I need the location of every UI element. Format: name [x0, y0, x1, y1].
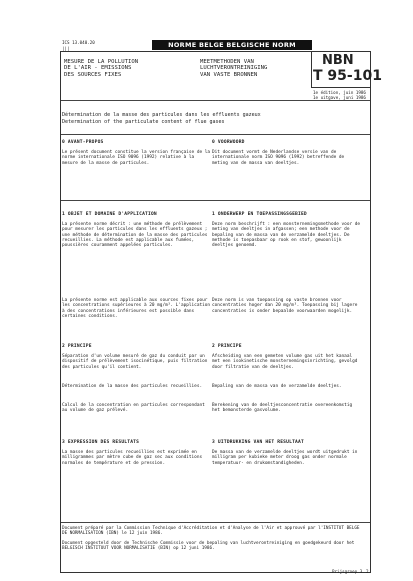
right-s0-body: Dit document vormt de Nederlandse versie van de internationale norm ISO 9096 (1992) betreffende de meting van de massa van deeltjes. [212, 150, 345, 166]
right-s1-body: Deze norm beschrijft : een monsternemingsmethode voor de meting van deeltjes in afgassen; een methode voor de bepaling van de massa van de verzamelde deeltjes. De methode is toepasbaar op rook en stof, gewoonlijk deeltjes genoemd. [212, 222, 361, 249]
page-mark: 2 [366, 569, 369, 574]
left-s2-body2: Détermination de la masse des particules recueillies. [62, 384, 203, 389]
right-s1-extra: Deze norm is van toepassing op vaste bronnen voor concentraties hoger dan 20 mg/m³. Toepassing bij lagere concentraties is onder bepaalde voorwaarden mogelijk. [212, 298, 358, 314]
price-group: Prijsgroep 3 [332, 569, 363, 574]
right-s2-body3: Berekening van de deeltjesconcentratie overeenkomstig het bemonsterde gasvolume. [212, 403, 353, 414]
right-s0-heading: 0 VOORWOORD [212, 140, 245, 145]
left-s1-body: La présente norme décrit : une méthode de prélèvement pour mesurer les particules dans les effluents gazeux ; une méthode de détermination de la masse des particules recueillies. La méthode est applicable aux fumées, poussières couramment appelées particules. [62, 222, 208, 249]
title-fr-line-1: MESURE DE LA POLLUTION [64, 59, 139, 65]
norm-code: T 95-101 [313, 68, 382, 84]
left-s0-body: Le présent document constitue la version française de la norme internationale ISO 9096 (1992) relative à la mesure de la masse de particules. [62, 150, 211, 166]
top-left-code: ICS 13.040.20 [62, 40, 95, 45]
section-divider-2 [61, 200, 370, 201]
footer-note-nl: Document opgesteld door de Technische Commissie voor de bepaling van luchtverontreiniging en goedgekeurd door het BELGISCH INSTITUUT VOOR NORMALISATIE (BIN) op 12 juni 1986. [62, 540, 355, 552]
title-fr [64, 59, 194, 78]
edition-fr: 1e édition, juin 1986 [313, 90, 366, 95]
title-nl [200, 59, 310, 78]
right-s1-heading: 1 ONDERWERP EN TOEPASSINGSGEBIED [212, 212, 307, 217]
left-s2-heading: 2 PRINCIPE [62, 344, 92, 349]
footer-notes [62, 526, 367, 552]
edition-nl: 1e uitgave, juni 1986 [313, 95, 366, 100]
left-s1-heading: 1 OBJET ET DOMAINE D'APPLICATION [62, 212, 157, 217]
nbn-label: NBN [322, 53, 354, 68]
section-divider-1 [61, 134, 370, 135]
title-fr-line-3: DES SOURCES FIXES [64, 71, 122, 78]
right-s2-heading: 2 PRINCIPE [212, 344, 242, 349]
norm-banner: NORME BELGE BELGISCHE NORM [152, 40, 312, 50]
left-s0-heading: 0 AVANT-PROPOS [62, 140, 104, 145]
title-nl-line-1: MEETMETHODEN VAN [200, 59, 254, 65]
right-s3-body: De massa van de verzamelde deeltjes wordt uitgedrukt in milligram per kubieke meter droog gas onder normale temperatuur- en drukomstandigheden. [212, 450, 358, 466]
left-s2-body3: Calcul de la concentration en particules correspondant au volume de gaz prélevé. [62, 403, 205, 414]
right-s2-body: Afscheiding van een gemeten volume gas uit het kanaal met een isokinetische monsternemingsinrichting, gevolgd door filtratie van de deeltjes. [212, 354, 358, 370]
right-s2-body2: Bepaling van de massa van de verzamelde deeltjes. [212, 384, 342, 389]
title-fr-line-2: DE L'AIR - EMISSIONS [64, 65, 132, 72]
title-nl-line-3: VAN VASTE BRONNEN [200, 71, 258, 78]
right-s3-heading: 3 UITDRUKKING VAN HET RESULTAAT [212, 440, 304, 445]
left-s2-body: Séparation d'un volume mesuré de gaz du conduit par un dispositif de prélèvement isocinétique, puis filtration des particules qu'il contient. [62, 354, 208, 370]
subtitle-en: Determination of the particulate content of flue gases [62, 119, 225, 125]
top-left-mark: ||| [62, 46, 70, 51]
left-s3-heading: 3 EXPRESSION DES RESULTATS [62, 440, 140, 445]
subtitle-fr: Détermination de la masse des particules dans les effluents gazeux [62, 112, 261, 118]
footer-note-fr: Document préparé par la Commission Technique d'Accréditation et d'Analyse de l'Air et approuvé par l'INSTITUT BELGE DE NORMALISATION (IBN) le 12 juin 1986. [62, 526, 360, 537]
left-s3-body: La masse des particules recueillies est exprimée en milligrammes par mètre cube de gaz sec aux conditions normales de température et de pression. [62, 450, 203, 466]
title-nl-line-2: LUCHTVERONTREINIGING [200, 65, 268, 72]
left-s1-extra: La présente norme est applicable aux sources fixes pour les concentrations supérieures à 20 mg/m³. L'application à des concentrations inférieures est possible dans certaines conditions. [62, 298, 211, 319]
footer-divider [61, 522, 370, 523]
